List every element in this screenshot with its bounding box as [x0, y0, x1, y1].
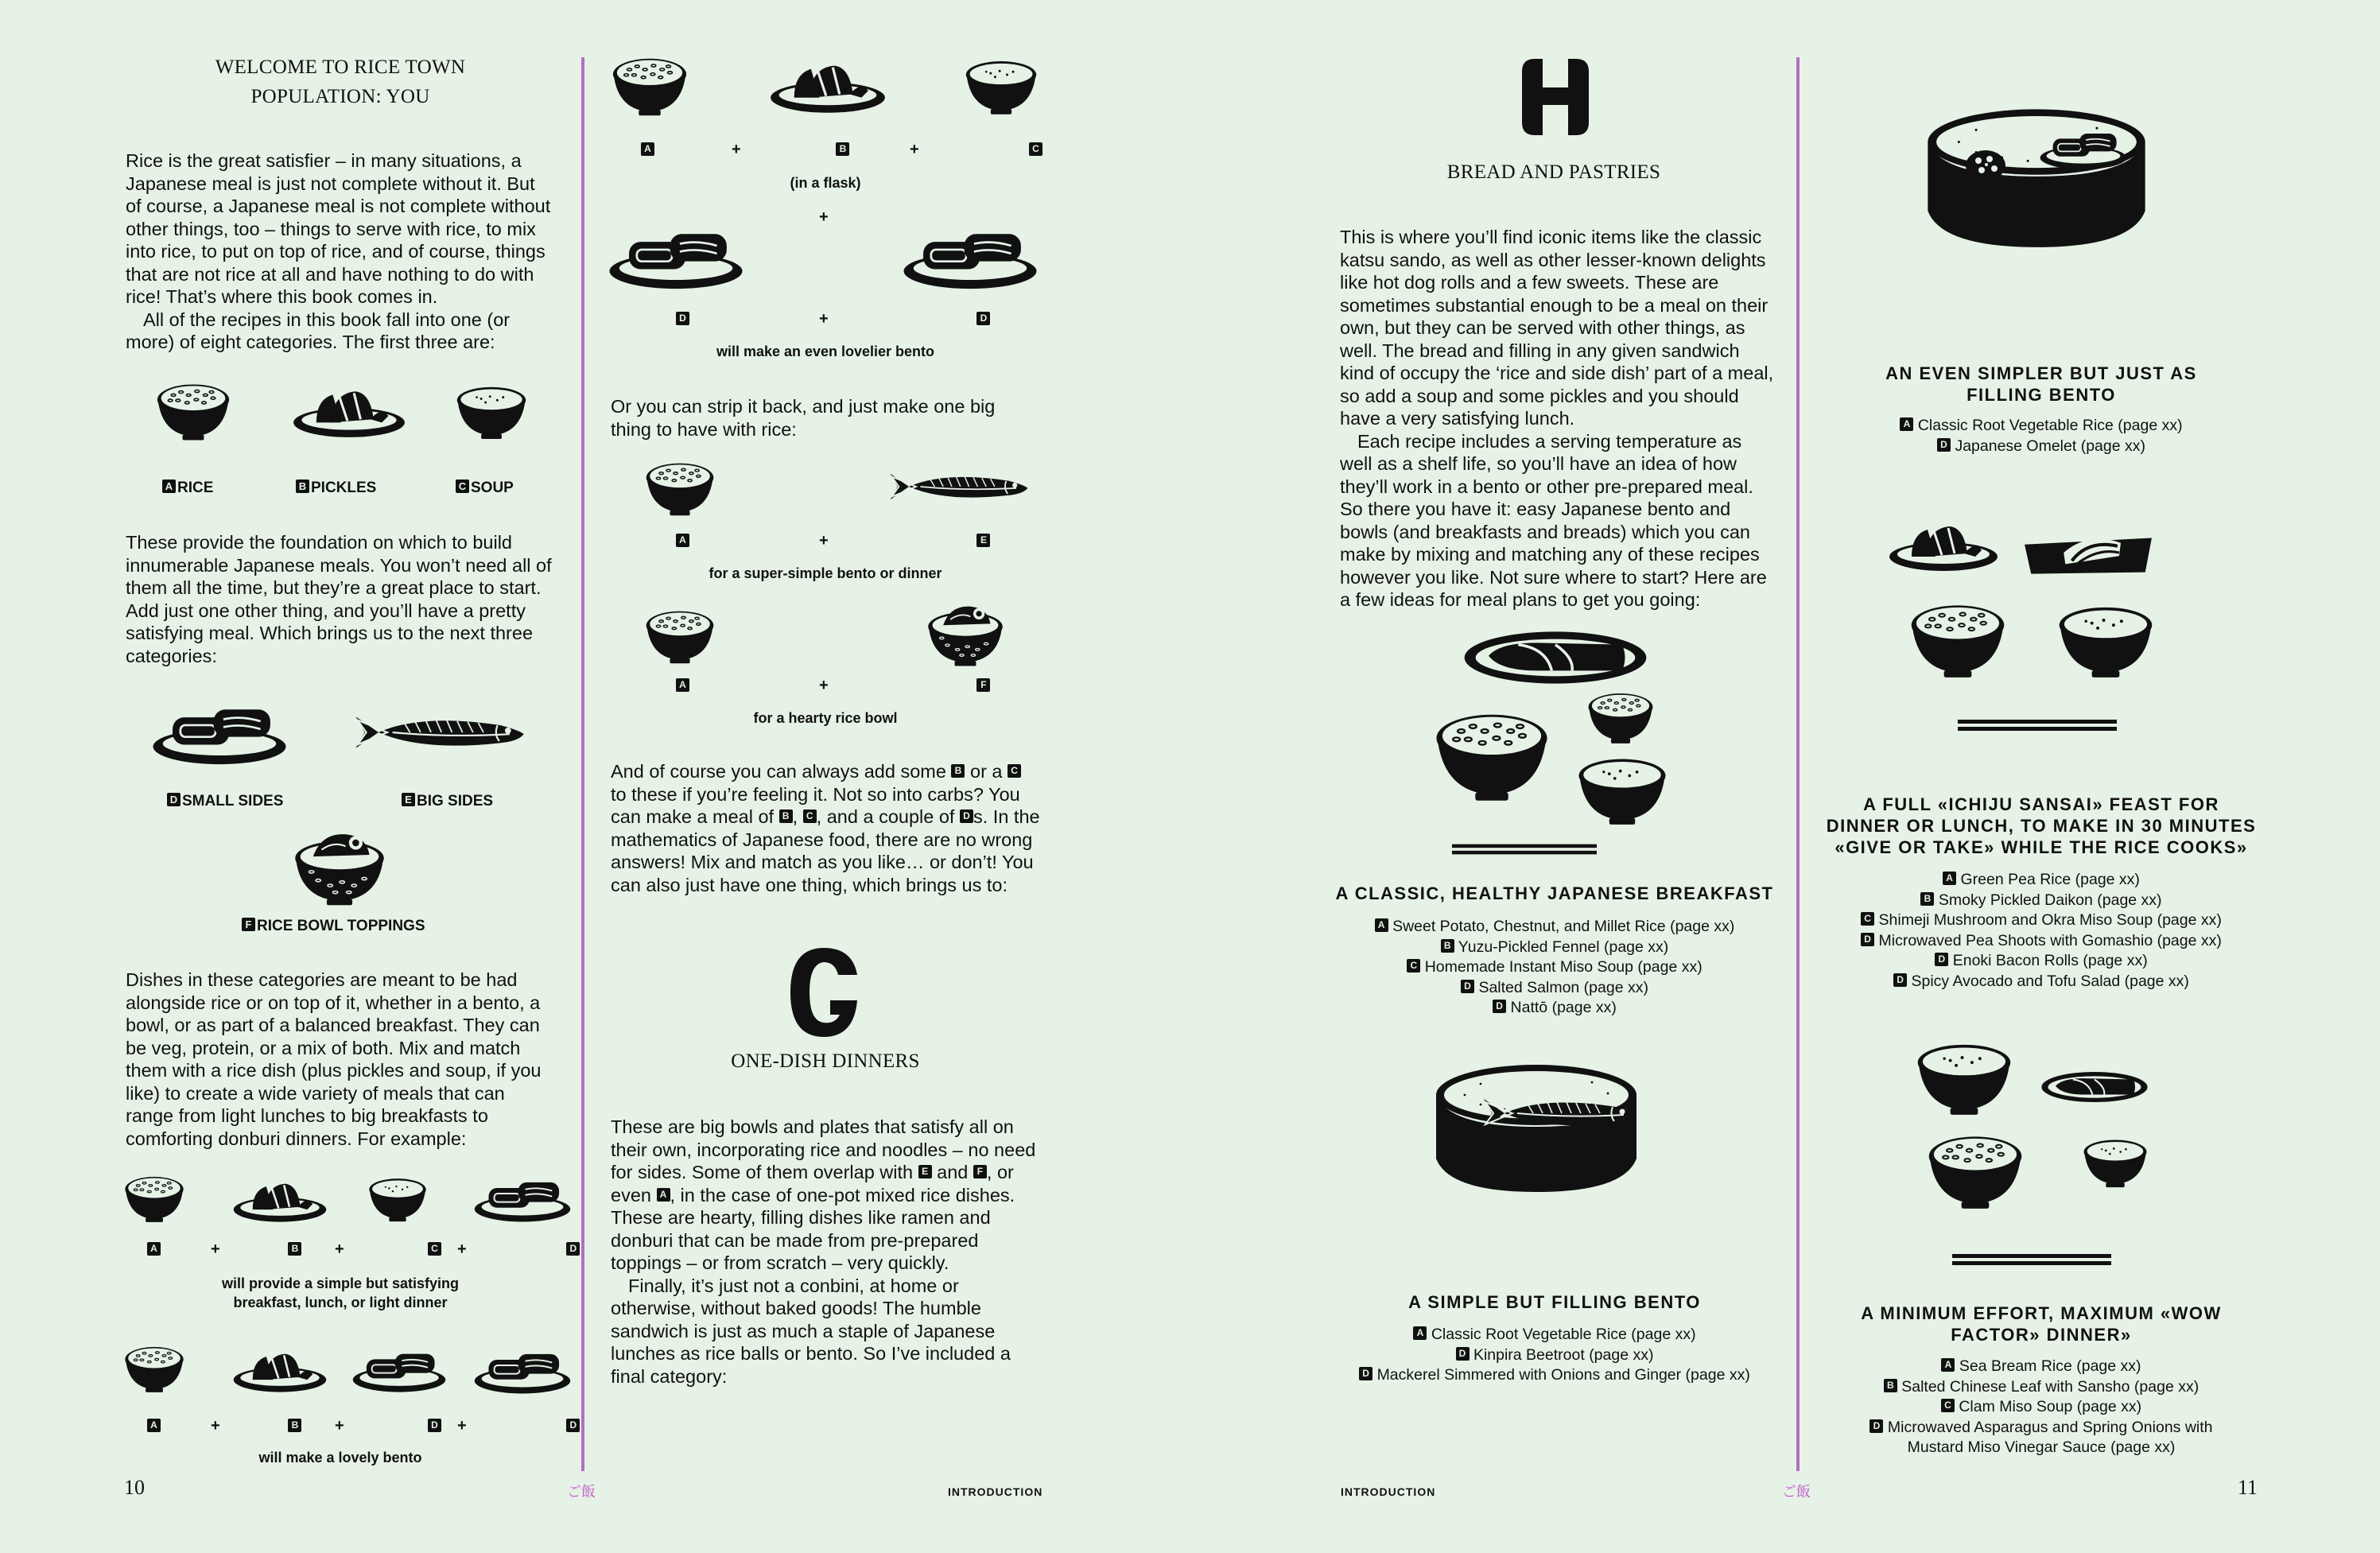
meal-plan-list-feast — [1799, 870, 2284, 992]
meal-plan-item-text: Salted Salmon (page xx) — [1478, 978, 1648, 996]
tamago-plate-icon — [2036, 127, 2131, 172]
section-title-one-dish-dinners: ONE-DISH DINNERS — [731, 1050, 920, 1072]
intro-text — [126, 149, 555, 354]
rice-bowl-icon — [155, 380, 231, 444]
chopsticks-icon — [1948, 1252, 2115, 1268]
meal-plan-item — [1799, 1418, 2284, 1438]
meal-plan-item — [1799, 1357, 2284, 1377]
category-key-badge: A — [1941, 1358, 1955, 1372]
rice-bowl-icon — [611, 54, 689, 119]
meal-plan-item-text: Kinpira Beetroot (page xx) — [1473, 1345, 1654, 1364]
meal-plan-item-text: Enoki Bacon Rolls (page xx) — [1952, 952, 2148, 969]
meal-plan-item — [1312, 917, 1797, 938]
plus-sign: + — [819, 208, 829, 226]
category-label-big-sides: E BIG SIDES — [402, 793, 493, 810]
category-key-badge: D — [1493, 1000, 1506, 1013]
rice-bowl-icon — [123, 1174, 185, 1225]
paragraph-one-dish: These are big bowls and plates that satisfy all on their own, incorporating rice and noodles – no need for sides. Some of them overlap with E and F , or even A , in the case of one-pot mixed rice dishes. These are hearty, filling dishes like ramen and donburi that can be made from pre-prepared toppings – or from scratch – very quickly. Finally, it’s just not a conbini, at home or otherwise, without baked goods! The humble sandwich is just as much a staple of Japanese lunches as rice balls or bento. So I’ve included a final category: — [611, 1116, 1036, 1387]
chopsticks-icon — [1452, 841, 1597, 857]
pickles-plate-icon — [231, 1177, 329, 1225]
meal-plan-item-text: Shimeji Mushroom and Okra Miso Soup (page xx) — [1878, 911, 2222, 929]
soup-bowl-icon — [964, 56, 1039, 118]
meal-plan-item — [1799, 972, 2284, 992]
rice-bowl-icon — [644, 460, 716, 518]
category-key-badge: A — [1413, 1326, 1427, 1340]
meal-plan-item-text: Sweet Potato, Chestnut, and Millet Rice (page xx) — [1392, 918, 1735, 935]
rice-bowl-icon — [1908, 600, 2007, 682]
page-title: WELCOME TO RICE TOWN POPULATION: YOU — [215, 56, 466, 107]
meal-plan-item-text: Spicy Avocado and Tofu Salad (page xx) — [1911, 972, 2189, 990]
category-key-badge: C — [1861, 912, 1874, 926]
category-key-badge: B — [1884, 1379, 1897, 1392]
meal-plan-item-text: Classic Root Vegetable Rice (page xx) — [1917, 417, 2183, 434]
lotus-root-icon — [1964, 148, 2007, 183]
column-divider-right — [1796, 57, 1800, 1471]
meal-plan-item — [1799, 931, 2284, 952]
meal-plan-item-text: Mustard Miso Vinegar Sauce (page xx) — [1907, 1438, 2176, 1456]
tamago-plate-icon — [471, 1175, 574, 1225]
meal-plan-item — [1799, 870, 2284, 891]
meal-plan-item — [1312, 1325, 1797, 1345]
meal-plan-item-text: Microwaved Asparagus and Spring Onions with — [1887, 1418, 2213, 1436]
paragraph-categories: Dishes in these categories are meant to be had alongside rice or on top of it, whether in a bento, a bowl, or as part of a balanced breakfast. They can be veg, protein, or a mix of both. Mix and match them with a rice dish (plus pickles and soup, if you like) to create a wide variety of meals that can range from light lunches to big breakfasts to comforting donburi dinners. For example: — [126, 969, 542, 1149]
meal-plan-heading-minimum: A MINIMUM EFFORT, MAXIMUM «WOW FACTOR» DINNER» — [1861, 1303, 2222, 1345]
page-number-right: 11 — [2238, 1476, 2258, 1499]
paragraph-strip-back: Or you can strip it back, and just make one big thing to have with rice: — [611, 396, 996, 440]
meal-plan-item-text: Homemade Instant Miso Soup (page xx) — [1424, 958, 1702, 976]
natto-bowl-icon — [1586, 690, 1655, 746]
meal-plan-item — [1312, 998, 1797, 1019]
japanese-running-head-left: ご飯 — [567, 1484, 596, 1500]
intro-paragraph-2: All of the recipes in this book fall into one (or more) of eight categories. The first three are: — [126, 309, 511, 352]
rice-bowl-icon — [123, 1344, 185, 1395]
column-divider-left — [581, 57, 584, 1471]
japanese-running-head-right: ご飯 — [1782, 1484, 1811, 1500]
paragraph-foundation: These provide the foundation on which to build innumerable Japanese meals. You won’t need all of them all the time, but they’re a great place to start. Add just one other thing, and you’ll have a pretty satisfying meal. Which brings us to the next three categories: — [126, 532, 552, 666]
tamago-plate-icon — [350, 1347, 448, 1395]
category-h-glyph-icon — [1519, 56, 1592, 138]
meal-plan-item — [1799, 910, 2284, 931]
category-key-badge: D — [1456, 1347, 1470, 1361]
tamago-plate-icon — [471, 1347, 574, 1396]
meal-plan-item-text: Japanese Omelet (page xx) — [1955, 437, 2145, 455]
meal-plan-list-simple-bento — [1312, 1325, 1797, 1386]
sashimi-plate-icon — [2040, 1069, 2149, 1105]
category-key-badge: D — [1359, 1367, 1372, 1380]
meal-plan-item-text: Salted Chinese Leaf with Sansho (page xx) — [1901, 1377, 2199, 1396]
equation-1-keys: A + B + C + D — [147, 1244, 537, 1260]
equation-3-keys: A + B + C — [641, 144, 1007, 160]
equation-2-keys: A + B + D + D — [147, 1420, 537, 1436]
meal-plan-item — [1312, 957, 1797, 978]
meal-plan-item-text: Smoky Pickled Daikon (page xx) — [1938, 891, 2162, 909]
equation-1-caption: will provide a simple but satisfying breakfast, lunch, or light dinner — [221, 1275, 460, 1310]
meal-plan-item — [1799, 951, 2284, 972]
running-head-left: INTRODUCTION — [948, 1485, 1043, 1498]
meal-plan-item — [1799, 437, 2284, 457]
category-key-badge: D — [1893, 973, 1907, 987]
equation-6-keys: A + F — [676, 680, 978, 696]
meal-plan-item — [1799, 416, 2284, 437]
page-number-left: 10 — [124, 1476, 145, 1499]
rice-bowl-icon — [644, 608, 716, 666]
soup-bowl-icon — [2056, 601, 2155, 681]
meal-plan-item-text: Clam Miso Soup (page xx) — [1959, 1398, 2142, 1415]
intro-paragraph-1: Rice is the great satisfier – in many situations, a Japanese meal is just not complete without it. But of course, a Japanese meal is not complete without other things, too – things to serve with rice, to mix into rice, to put on top of rice, and of course, things that are not rice at all and have nothing to do with rice! That’s where this book comes in. — [126, 150, 551, 307]
meal-plan-item-text: Sea Bream Rice (page xx) — [1959, 1357, 2141, 1375]
soup-bowl-icon — [1576, 752, 1668, 829]
equation-6-caption: for a hearty rice bowl — [753, 710, 898, 726]
category-label-rice: A RICE — [162, 479, 213, 497]
meal-plan-item — [1799, 1397, 2284, 1418]
equation-5-keys: A + E — [676, 535, 978, 551]
category-key-badge: D — [1937, 438, 1951, 452]
category-key-badge: D — [1935, 953, 1948, 966]
fish-icon — [887, 464, 1031, 509]
category-key-badge: C — [1407, 959, 1420, 973]
pickles-plate-icon — [1888, 518, 1999, 574]
category-label-rice-bowl-toppings: F RICE BOWL TOPPINGS — [242, 918, 425, 935]
category-label-small-sides: D SMALL SIDES — [167, 793, 283, 810]
pickles-plate-icon — [768, 57, 887, 116]
equation-5-caption: for a super-simple bento or dinner — [709, 565, 942, 581]
category-g-glyph-icon — [787, 945, 860, 1040]
equation-4-keys: D + D — [676, 313, 978, 329]
asparagus-bowl-icon — [2082, 1134, 2149, 1191]
category-key-badge: B — [1441, 939, 1454, 953]
category-key-badge: D — [1869, 1419, 1883, 1433]
category-key-badge: A — [1900, 417, 1913, 431]
section-title-bread-and-pastries: BREAD AND PASTRIES — [1446, 161, 1661, 183]
fish-icon — [350, 706, 530, 759]
category-key-badge: C — [1941, 1399, 1955, 1412]
paragraph-mix-match: And of course you can always add some B or a C to these if you’re feeling it. Not so into carbs? You can make a meal of B , C , and a couple of D s. In the mathematics of Japanese food, there are no wrong answers! Mix and match as you like… or don’t! You can also just have one thing, which brings us to: — [611, 761, 1040, 895]
meal-plan-heading-even-simpler: AN EVEN SIMPLER BUT JUST AS FILLING BENTO — [1885, 363, 2197, 405]
meal-plan-item — [1799, 1377, 2284, 1398]
pickles-plate-icon — [291, 383, 407, 441]
chopsticks-icon — [1942, 717, 2133, 733]
category-label-pickles: B PICKLES — [296, 479, 376, 497]
fish-icon — [1481, 1089, 1640, 1137]
tamago-plate-icon — [606, 224, 746, 293]
equation-4-caption: will make an even lovelier bento — [716, 344, 935, 359]
sushi-tray-icon — [2023, 528, 2153, 577]
meal-plan-list-breakfast — [1312, 917, 1797, 1019]
meal-plan-item-text: Classic Root Vegetable Rice (page xx) — [1431, 1326, 1696, 1343]
rice-bowl-icon — [1926, 1131, 2025, 1213]
flask-caption: (in a flask) — [790, 175, 861, 191]
meal-plan-list-even-simpler — [1799, 416, 2284, 456]
meal-plan-heading-breakfast: A CLASSIC, HEALTHY JAPANESE BREAKFAST — [1335, 883, 1774, 903]
topping-bowl-icon — [293, 824, 386, 910]
meal-plan-item — [1799, 1438, 2284, 1458]
soup-bowl-icon — [1915, 1039, 2013, 1118]
category-key-badge: A — [1943, 872, 1956, 885]
pickles-plate-icon — [231, 1347, 329, 1395]
meal-plan-item-text: Green Pea Rice (page xx) — [1960, 871, 2140, 888]
meal-plan-list-minimum — [1799, 1357, 2284, 1458]
tamago-plate-icon — [149, 700, 289, 768]
category-key-badge: D — [1861, 933, 1874, 946]
equation-2-caption: will make a lovely bento — [258, 1450, 422, 1466]
rice-bowl-icon — [1433, 708, 1551, 806]
topping-bowl-icon — [926, 598, 1005, 670]
meal-plan-heading-simple-bento: A SIMPLE BUT FILLING BENTO — [1408, 1292, 1701, 1312]
meal-plan-item — [1312, 1365, 1797, 1386]
meal-plan-item-text: Nattō (page xx) — [1510, 999, 1617, 1016]
meal-plan-item — [1312, 1345, 1797, 1366]
paragraph-bread: This is where you’ll find iconic items like the classic katsu sando, as well as other lesser-known delights like hot dog rolls and a few sweets. These are sometimes substantial enough to be a meal on their own, but they can be served with other things, as well. The bread and filling in any given sandwich kind of occupy the ‘rice and side dish’ part of a meal, so add a soup and some pickles and you should have a very satisfying lunch. Each recipe includes a serving temperature as well as a shelf life, so you’ll have an idea of how they’ll work in a bento or other pre-prepared meal. So there you have it: easy Japanese bento and bowls (and breakfasts and breads) which you can make by mixing and matching any of these recipes however you like. Not sure where to start? Here are a few ideas for meal plans to get you going: — [1340, 227, 1774, 610]
soup-bowl-icon — [367, 1174, 428, 1225]
meal-plan-item — [1312, 938, 1797, 958]
tamago-plate-icon — [900, 224, 1040, 293]
category-key-badge: D — [1461, 980, 1474, 993]
meal-plan-item — [1312, 978, 1797, 999]
soup-bowl-icon — [455, 382, 528, 442]
category-label-soup: C SOUP — [456, 479, 514, 497]
meal-plan-item-text: Mackerel Simmered with Onions and Ginger (page xx) — [1376, 1366, 1750, 1384]
category-key-badge: A — [1375, 918, 1388, 932]
running-head-right: INTRODUCTION — [1341, 1485, 1436, 1498]
bento-box-icon — [1924, 103, 2149, 251]
category-key-badge: B — [1920, 892, 1934, 906]
meal-plan-item — [1799, 891, 2284, 911]
meal-plan-heading-feast: A FULL «ICHIJU SANSAI» FEAST FOR DINNER OR LUNCH, TO MAKE IN 30 MINUTES «GIVE OR TAKE» WHILE THE RICE COOKS» — [1826, 794, 2257, 857]
salmon-plate-icon — [1462, 630, 1649, 685]
meal-plan-item-text: Yuzu-Pickled Fennel (page xx) — [1458, 938, 1669, 956]
meal-plan-item-text: Microwaved Pea Shoots with Gomashio (page xx) — [1878, 931, 2222, 949]
